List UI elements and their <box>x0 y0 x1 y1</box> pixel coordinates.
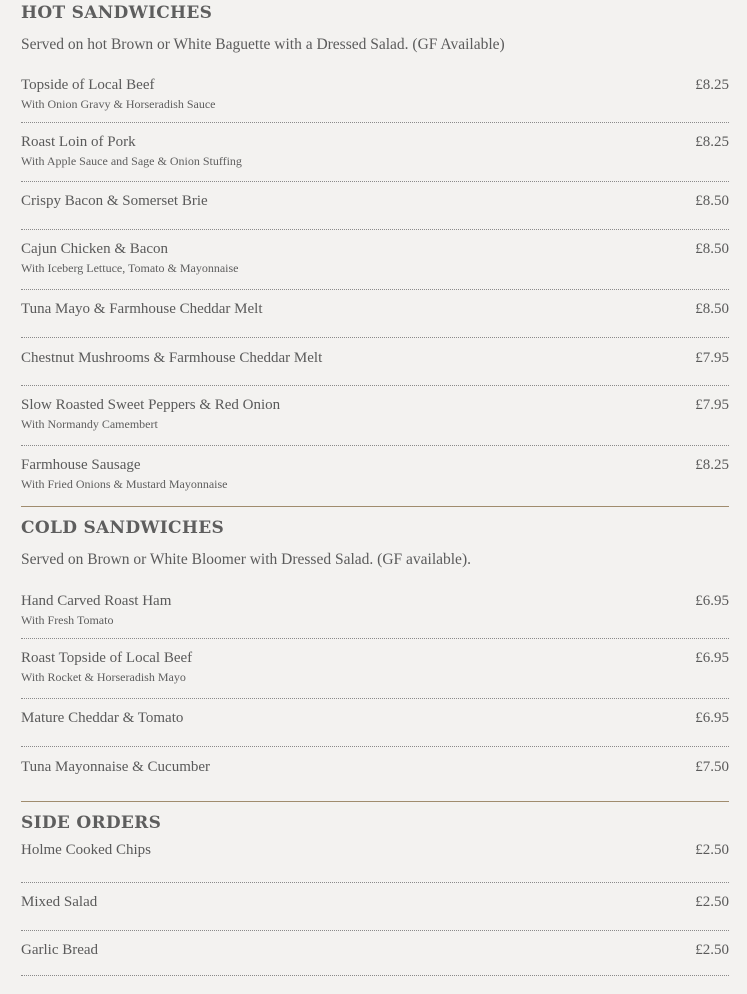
item-description: With Fried Onions & Mustard Mayonnaise <box>21 477 228 491</box>
menu-item <box>21 836 729 883</box>
menu-item <box>21 72 729 123</box>
item-name: Hand Carved Roast Ham <box>21 593 172 609</box>
item-name: Garlic Bread <box>21 942 99 958</box>
item-name: Crispy Bacon & Somerset Brie <box>21 193 208 209</box>
item-name: Mixed Salad <box>21 894 98 910</box>
menu-item <box>21 699 729 747</box>
item-price: £8.25 <box>695 134 729 150</box>
item-name: Roast Loin of Pork <box>21 134 136 150</box>
section-hot-sandwiches <box>21 0 729 507</box>
item-price: £8.50 <box>695 241 729 257</box>
menu-item <box>21 290 729 338</box>
item-description: With Onion Gravy & Horseradish Sauce <box>21 97 216 111</box>
section-cold-sandwiches <box>21 507 729 802</box>
section-side-orders <box>21 802 729 976</box>
menu-item <box>21 747 729 801</box>
menu-item <box>21 230 729 290</box>
menu-item <box>21 883 729 931</box>
section-title: HOT SANDWICHES <box>21 3 213 23</box>
item-name: Mature Cheddar & Tomato <box>21 710 184 726</box>
item-price: £6.95 <box>695 650 729 666</box>
item-price: £6.95 <box>695 710 729 726</box>
menu-item <box>21 123 729 182</box>
menu <box>21 0 729 976</box>
item-name: Cajun Chicken & Bacon <box>21 241 169 257</box>
item-price: £7.50 <box>695 759 729 775</box>
menu-item <box>21 931 729 976</box>
item-name: Slow Roasted Sweet Peppers & Red Onion <box>21 397 281 413</box>
item-description: With Iceberg Lettuce, Tomato & Mayonnaise <box>21 261 239 275</box>
item-price: £2.50 <box>695 842 729 858</box>
item-price: £7.95 <box>695 350 729 366</box>
item-price: £7.95 <box>695 397 729 413</box>
item-price: £2.50 <box>695 942 729 958</box>
menu-item <box>21 446 729 506</box>
item-description: With Normandy Camembert <box>21 417 158 431</box>
item-price: £8.25 <box>695 77 729 93</box>
menu-item <box>21 588 729 639</box>
item-description: With Fresh Tomato <box>21 613 114 627</box>
item-name: Roast Topside of Local Beef <box>21 650 193 666</box>
section-description: Served on Brown or White Bloomer with Dressed Salad. (GF available). <box>21 551 471 568</box>
item-name: Topside of Local Beef <box>21 77 155 93</box>
section-title: SIDE ORDERS <box>21 813 162 833</box>
item-price: £8.50 <box>695 301 729 317</box>
item-name: Tuna Mayo & Farmhouse Cheddar Melt <box>21 301 263 317</box>
item-name: Holme Cooked Chips <box>21 842 151 858</box>
item-price: £6.95 <box>695 593 729 609</box>
item-price: £8.50 <box>695 193 729 209</box>
item-name: Chestnut Mushrooms & Farmhouse Cheddar Melt <box>21 350 323 366</box>
item-price: £2.50 <box>695 894 729 910</box>
item-description: With Rocket & Horseradish Mayo <box>21 670 186 684</box>
menu-item <box>21 386 729 446</box>
menu-item <box>21 182 729 230</box>
section-description: Served on hot Brown or White Baguette with a Dressed Salad. (GF Available) <box>21 36 505 53</box>
item-name: Farmhouse Sausage <box>21 457 141 473</box>
item-name: Tuna Mayonnaise & Cucumber <box>21 759 211 775</box>
section-title: COLD SANDWICHES <box>21 518 225 538</box>
menu-item <box>21 338 729 386</box>
item-description: With Apple Sauce and Sage & Onion Stuffing <box>21 154 242 168</box>
menu-item <box>21 639 729 699</box>
item-price: £8.25 <box>695 457 729 473</box>
